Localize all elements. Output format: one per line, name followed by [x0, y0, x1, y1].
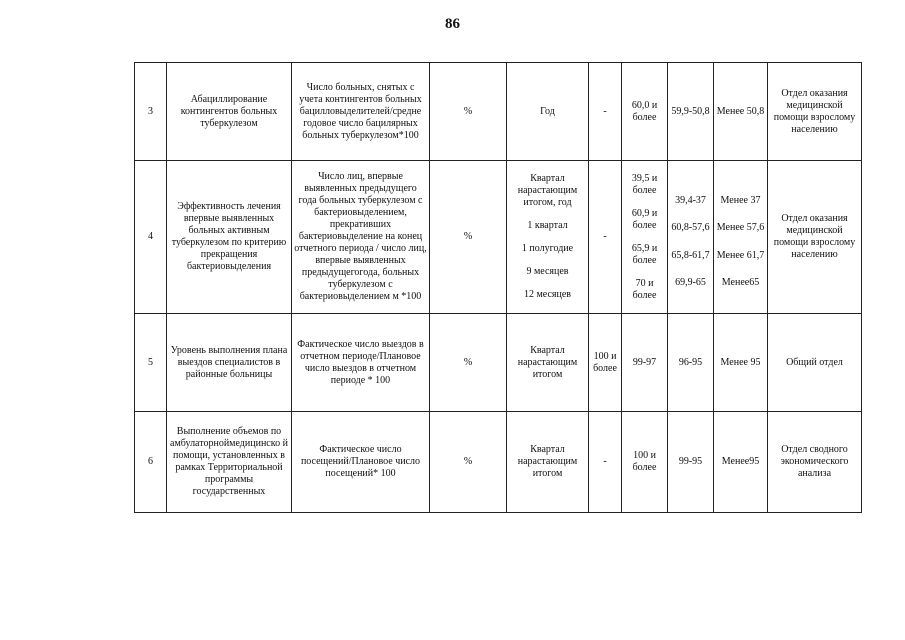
mid-range-value: 59,9-50,8: [668, 63, 714, 161]
low-entry: Менее65: [721, 277, 760, 289]
reporting-period: Квартал нарастающим итогом: [507, 412, 589, 513]
table-row: [135, 314, 862, 412]
period-entry: 1 полугодие: [521, 242, 574, 254]
target-entry: 70 и более: [632, 277, 657, 301]
low-entry: Менее 57,6: [716, 222, 765, 234]
period-entry: 1 квартал: [527, 219, 568, 231]
row-number: 3: [135, 63, 167, 161]
table-row: [135, 412, 862, 513]
indicator-name: Уровень выполнения плана выездов специалистов в районные больницы: [167, 314, 292, 412]
base-value: -: [589, 63, 622, 161]
mid-range-value: [668, 161, 714, 314]
unit: %: [430, 161, 507, 314]
reporting-period: [507, 161, 589, 314]
period-list: [509, 167, 586, 307]
low-value: Менее 50,8: [714, 63, 768, 161]
indicator-name: Выполнение объемов по амбулаторноймедицинско й помощи, установленных в рамках Территориальной программы государственных: [167, 412, 292, 513]
responsible-department: Общий отдел: [768, 314, 862, 412]
low-value: [714, 161, 768, 314]
target-entry: 39,5 и более: [631, 172, 658, 196]
low-entry: Менее 61,7: [716, 249, 765, 261]
mid-range-entry: 39,4-37: [675, 194, 706, 206]
target-value: 60,0 и более: [622, 63, 668, 161]
period-entry: Квартал нарастающим итогом, год: [517, 172, 578, 208]
target-value: 100 и более: [622, 412, 668, 513]
calculation-formula: Число больных, снятых с учета контингентов больных бацилловыделителей/средне годовое число бацилярных больных туберкулезом*100: [292, 63, 430, 161]
table-row: [135, 161, 862, 314]
row-number: 5: [135, 314, 167, 412]
indicator-name: Эффективность лечения впервые выявленных больных активным туберкулезом по критерию прекращения бактериовыделения: [167, 161, 292, 314]
unit: %: [430, 314, 507, 412]
target-entry: 60,9 и более: [631, 207, 658, 231]
indicators-table: [134, 62, 862, 513]
page-number: 86: [445, 16, 460, 32]
reporting-period: Квартал нарастающим итогом: [507, 314, 589, 412]
responsible-department: Отдел оказания медицинской помощи взрослому населению: [768, 161, 862, 314]
mid-range-entry: 60,8-57,6: [671, 222, 710, 234]
period-entry: 9 месяцев: [526, 266, 569, 278]
target-value: [622, 161, 668, 314]
target-value: 99-97: [622, 314, 668, 412]
base-value: 100 и более: [589, 314, 622, 412]
base-value: -: [589, 412, 622, 513]
calculation-formula: Фактическое число посещений/Плановое число посещений* 100: [292, 412, 430, 513]
base-value: -: [589, 161, 622, 314]
low-list: [716, 187, 765, 297]
responsible-department: Отдел оказания медицинской помощи взрослому населению: [768, 63, 862, 161]
low-entry: Менее 37: [720, 194, 761, 206]
low-value: Менее 95: [714, 314, 768, 412]
responsible-department: Отдел сводного экономического анализа: [768, 412, 862, 513]
row-number: 6: [135, 412, 167, 513]
low-value: Менее95: [714, 412, 768, 513]
mid-range-list: [670, 187, 711, 297]
mid-range-value: 99-95: [668, 412, 714, 513]
mid-range-entry: 69,9-65: [675, 277, 706, 289]
target-list: [624, 167, 665, 307]
calculation-formula: Фактическое число выездов в отчетном периоде/Плановое число выездов в отчетном периоде * 100: [292, 314, 430, 412]
mid-range-entry: 65,8-61,7: [671, 249, 710, 261]
reporting-period: Год: [507, 63, 589, 161]
row-number: 4: [135, 161, 167, 314]
unit: %: [430, 412, 507, 513]
mid-range-value: 96-95: [668, 314, 714, 412]
indicator-name: Абациллирование контингентов больных туберкулезом: [167, 63, 292, 161]
calculation-formula: Число лиц, впервые выявленных предыдущего года больных туберкулезом с бактериовыделением, прекративших бактериовыделение на конец отчетного периода / число лиц, впервые выявленных предыдущегогода, больных туберкулезом с бактериовыделением м *100: [292, 161, 430, 314]
unit: %: [430, 63, 507, 161]
target-entry: 65,9 и более: [631, 242, 658, 266]
table-row: [135, 63, 862, 161]
period-entry: 12 месяцев: [523, 289, 572, 301]
